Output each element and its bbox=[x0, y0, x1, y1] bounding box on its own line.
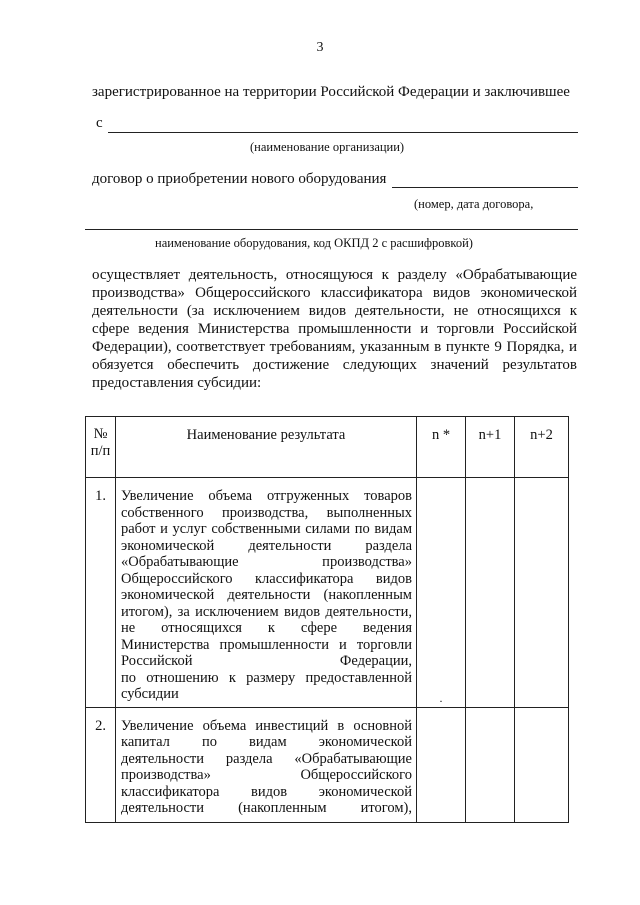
row-name bbox=[116, 707, 417, 822]
row-value-n bbox=[417, 707, 466, 822]
page-number: 3 bbox=[316, 40, 324, 55]
contract-line: договор о приобретении нового оборудования bbox=[92, 171, 387, 187]
row-value-n2 bbox=[515, 707, 569, 822]
equipment-blank-line bbox=[85, 229, 578, 230]
table-row bbox=[86, 478, 569, 708]
row-name-text: Увеличение объема отгруженных товаров собственного производства, выполненных работ и услуг собственными силами по видам экономической деятельности раздела «Обрабатывающие производства» Общероссийского классификатора видов экономической деятельности (накопленным итогом), за исключением видов деятельности, не относящихся к сфере ведения Министерства промышленности и торговли Российской Федерации, bbox=[121, 488, 412, 669]
row-number: 1. bbox=[86, 478, 116, 708]
table-header-row bbox=[86, 417, 569, 478]
header-num: № п/п bbox=[86, 417, 116, 478]
row-name-text-last: по отношению к размеру предоставленной субсидии bbox=[121, 669, 412, 702]
results-table bbox=[85, 416, 569, 823]
row-name-text: Увеличение объема инвестиций в основной капитал по видам экономической деятельности раздела «Обрабатывающие производства» Общероссийского классификатора видов экономической деятельности (накопленным итогом), bbox=[121, 717, 412, 816]
row-value-n1 bbox=[466, 478, 515, 708]
caption-contract: (номер, дата договора, bbox=[414, 197, 534, 211]
row-value-n bbox=[417, 478, 466, 708]
header-name: Наименование результата bbox=[116, 417, 417, 478]
header-n1: n+1 bbox=[466, 417, 515, 478]
with-prefix: с bbox=[96, 115, 103, 131]
header-n: n * bbox=[417, 417, 466, 478]
row-value-n2 bbox=[515, 478, 569, 708]
table-row bbox=[86, 707, 569, 822]
header-n2: n+2 bbox=[515, 417, 569, 478]
caption-organization: (наименование организации) bbox=[250, 140, 405, 154]
row-name bbox=[116, 478, 417, 708]
row-value-n1 bbox=[466, 707, 515, 822]
obligation-paragraph: осуществляет деятельность, относящуюся к разделу «Обрабатывающие производства» Общероссийского классификатора видов экономической деятельности (за исключением видов деятельности, не относящихся к сфере ведения Министерства промышленности и торговли Российской Федерации), соответствует требованиям, указанным в пункте 9 Порядка, и обязуется обеспечить достижение следующих значений результатов предоставления субсидии: bbox=[92, 267, 577, 391]
row-number: 2. bbox=[86, 707, 116, 822]
caption-equipment: наименование оборудования, код ОКПД 2 с расшифровкой) bbox=[155, 236, 473, 250]
intro-line: зарегистрированное на территории Российской Федерации и заключившее bbox=[92, 84, 570, 100]
row-mark: . bbox=[439, 691, 443, 705]
contract-blank-line bbox=[392, 187, 578, 188]
organization-blank-line bbox=[108, 132, 578, 133]
